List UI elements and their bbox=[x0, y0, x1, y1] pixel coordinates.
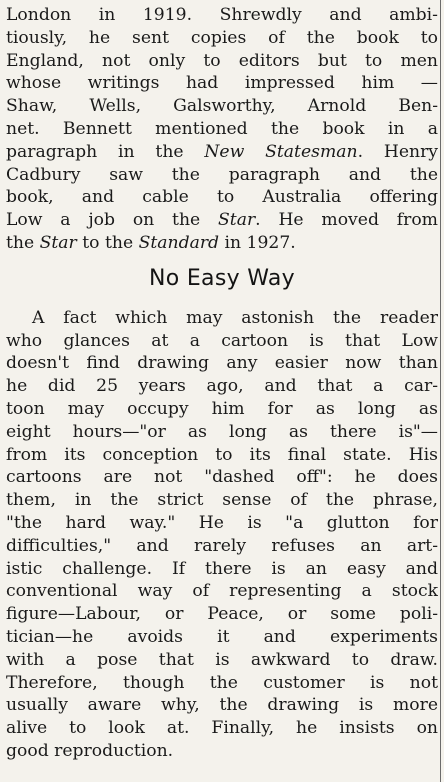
text-line: usually aware why, the drawing is more bbox=[6, 695, 438, 716]
text-line: Cadbury saw the paragraph and the bbox=[6, 164, 438, 185]
text-line: tician—he avoids it and experiments bbox=[6, 626, 438, 647]
text-line: he did 25 years ago, and that a car- bbox=[6, 376, 438, 397]
text-line: good reproduction. bbox=[6, 740, 174, 761]
text-run: to the bbox=[76, 232, 139, 253]
text-line: Therefore, though the customer is not bbox=[6, 672, 438, 693]
text-line: conventional way of representing a stock bbox=[6, 581, 438, 602]
text-line: eight hours—"or as long as there is"— bbox=[6, 421, 438, 442]
publication-title: Star bbox=[218, 210, 256, 231]
text-line: London in 1919. Shrewdly and ambi- bbox=[6, 5, 438, 25]
text-line: tiously, he sent copies of the book to bbox=[6, 27, 438, 48]
text-line: book, and cable to Australia offering bbox=[6, 187, 438, 208]
publication-title: Star bbox=[39, 232, 77, 253]
text-line: from its conception to its final state. His bbox=[6, 444, 438, 465]
text-line: istic challenge. If there is an easy and bbox=[6, 558, 438, 579]
article-page bbox=[6, 4, 438, 763]
paragraph-intro bbox=[6, 4, 438, 255]
text-line: with a pose that is awkward to draw. bbox=[6, 649, 438, 670]
text-line: cartoons are not "dashed off": he does bbox=[6, 467, 438, 488]
text-line: whose writings had impressed him — bbox=[6, 73, 438, 94]
text-line: "the hard way." He is "a glutton for bbox=[6, 512, 438, 533]
column-rule bbox=[440, 0, 441, 782]
publication-title: Standard bbox=[138, 232, 220, 253]
text-run: paragraph in the bbox=[6, 141, 205, 162]
text-run: the bbox=[6, 232, 40, 253]
text-line: alive to look at. Finally, he insists on bbox=[6, 718, 438, 739]
text-run: . Henry bbox=[357, 141, 438, 162]
text-line: doesn't find drawing any easier now than bbox=[6, 353, 438, 374]
text-run: in 1927. bbox=[219, 232, 296, 253]
text-line: net. Bennett mentioned the book in a bbox=[6, 118, 438, 139]
text-line: who glances at a cartoon is that Low bbox=[6, 330, 438, 351]
paragraph-no-easy-way bbox=[6, 307, 438, 763]
text-run: . He moved from bbox=[255, 210, 438, 231]
text-line: England, not only to editors but to men bbox=[6, 50, 438, 71]
text-line: figure—Labour, or Peace, or some poli- bbox=[6, 604, 438, 625]
text-line: difficulties," and rarely refuses an art- bbox=[6, 535, 438, 556]
publication-title: New Statesman bbox=[204, 141, 358, 162]
text-line: them, in the strict sense of the phrase, bbox=[6, 490, 438, 511]
text-line bbox=[6, 232, 438, 255]
text-line: A fact which may astonish the reader bbox=[32, 307, 438, 328]
text-line bbox=[6, 209, 438, 232]
text-line: Shaw, Wells, Galsworthy, Arnold Ben- bbox=[6, 96, 438, 117]
text-line bbox=[6, 141, 438, 164]
text-run: Low a job on the bbox=[6, 210, 219, 231]
text-line: toon may occupy him for as long as bbox=[6, 398, 438, 419]
section-heading: No Easy Way bbox=[149, 265, 295, 291]
